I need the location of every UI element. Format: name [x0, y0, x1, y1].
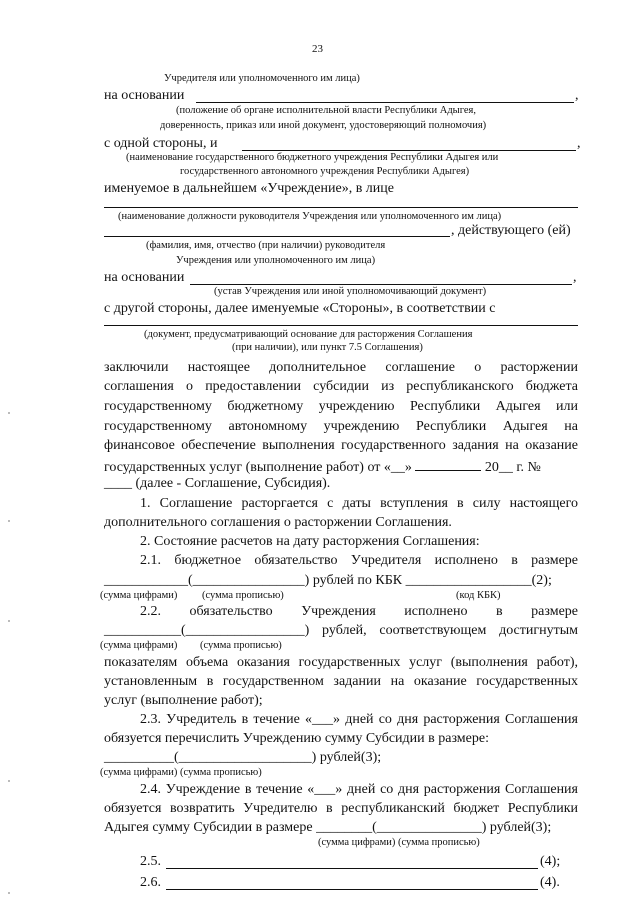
note-sum-digits-1: (сумма цифрами)	[100, 590, 178, 601]
basis-end-2: ,	[573, 270, 577, 285]
clause-2-1-line-1: 2.1. бюджетное обязательство Учредителя исполнено в размере	[140, 553, 578, 568]
clause-2-3-line-1: 2.3. Учредитель в течение «___» дней со дня расторжения Соглашения	[140, 712, 578, 727]
note-sum-words-2: (сумма прописью)	[200, 640, 282, 651]
note-doc-b: (при наличии), или пункт 7.5 Соглашения)	[232, 342, 423, 353]
note-doc-a: (документ, предусматривающий основание для расторжения Соглашения	[144, 329, 473, 340]
body-line: государственному автономному учреждению Республики Адыгея на	[104, 419, 578, 434]
scan-mark	[8, 412, 10, 414]
named-institution: именуемое в дальнейшем «Учреждение», в лице	[104, 181, 394, 196]
fio-blank[interactable]	[104, 236, 450, 237]
body-date-line	[104, 458, 541, 475]
clause-2-2-line-2: ___________(_________________) рублей, соответствующем достигнутым	[104, 623, 578, 638]
kbk-code-part: __________________(2);	[405, 573, 552, 588]
document-blank[interactable]	[104, 325, 578, 326]
clause-2-3-line-2: обязуется перечислить Учреждению сумму Субсидии в размере:	[104, 731, 489, 746]
body-date-prefix: государственных услуг (выполнение работ) от «__»	[104, 460, 416, 475]
note-fio-b: Учреждения или уполномоченного им лица)	[176, 255, 376, 266]
body-date-cont: ____ (далее - Соглашение, Субсидия).	[104, 476, 331, 491]
note-sum-4: (сумма цифрами) (сумма прописью)	[318, 837, 480, 848]
clause-2-6-blank[interactable]	[166, 889, 538, 890]
clause-2-2-line-1: 2.2. обязательство Учреждения исполнено в размере	[140, 604, 578, 619]
scan-mark	[8, 780, 10, 782]
note-charter: (устав Учреждения или иной уполномочивающий документ)	[214, 286, 487, 297]
clause-2-2-line-5: услуг (выполнение работ);	[104, 693, 263, 708]
note-basis-1b: доверенность, приказ или иной документ, удостоверяющий полномочия)	[160, 120, 487, 131]
clause-2-6-label: 2.6.	[140, 875, 161, 890]
body-line: финансовое обеспечение выполнения государственного задания на оказание	[104, 438, 578, 453]
clause-2-5-label: 2.5.	[140, 854, 161, 869]
founder-note-tail: Учредителя или уполномоченного им лица)	[164, 73, 360, 84]
clause-2: 2. Состояние расчетов на дату расторжения Соглашения:	[140, 534, 480, 549]
clause-2-1-line-2	[104, 574, 552, 588]
scan-mark	[8, 892, 10, 894]
body-line: государственному бюджетному учреждению Республики Адыгея или	[104, 399, 578, 414]
note-sum-words-1: (сумма прописью)	[202, 590, 284, 601]
one-side-blank[interactable]	[242, 150, 576, 151]
date-blank[interactable]	[415, 458, 481, 471]
clause-2-2-line-4: установленным в государственном задании на оказание государственных	[104, 674, 578, 689]
other-side-text: с другой стороны, далее именуемые «Стороны», в соответствии с	[104, 301, 496, 316]
basis-end-1: ,	[575, 88, 579, 103]
body-date-mid: 20__ г. №	[481, 460, 541, 475]
note-inst-b: государственного автономного учреждения Республики Адыгея)	[180, 166, 470, 177]
basis-label-2: на основании	[104, 270, 185, 285]
basis-blank-2[interactable]	[190, 284, 572, 285]
kbk-sum-part: ____________(________________) рублей по КБК	[104, 573, 406, 588]
acting-text: , действующего (ей)	[451, 223, 571, 238]
clause-2-5-blank[interactable]	[166, 868, 538, 869]
one-side-end: ,	[577, 136, 581, 151]
body-line: соглашения о предоставлении субсидии из республиканского бюджета	[104, 379, 578, 394]
clause-1-line-1: 1. Соглашение расторгается с даты вступления в силу настоящего	[140, 496, 578, 511]
note-basis-1a: (положение об органе исполнительной власти Республики Адыгея,	[176, 105, 476, 116]
clause-2-4-line-2: обязуется возвратить Учредителю в республиканский бюджет Республики	[104, 801, 578, 816]
scan-mark	[8, 520, 10, 522]
basis-label-1: на основании	[104, 88, 185, 103]
note-kbk: (код КБК)	[456, 590, 501, 601]
page-number: 23	[312, 43, 323, 55]
note-position: (наименование должности руководителя Учреждения или уполномоченного им лица)	[118, 211, 502, 222]
basis-blank-1[interactable]	[196, 102, 574, 103]
one-side-label: с одной стороны, и	[104, 136, 218, 151]
position-blank[interactable]	[104, 207, 578, 208]
clause-2-2-line-3: показателям объема оказания государственных услуг (выполнения работ),	[104, 655, 578, 670]
clause-2-6-end: (4).	[540, 875, 560, 890]
clause-2-4-line-3: Адыгея сумму Субсидии в размере ________(_______________) рублей(3);	[104, 820, 552, 835]
note-inst-a: (наименование государственного бюджетного учреждения Республики Адыгея или	[126, 152, 499, 163]
body-line: заключили настоящее дополнительное соглашение о расторжении	[104, 360, 578, 375]
clause-2-4-line-1: 2.4. Учреждение в течение «___» дней со дня расторжения Соглашения	[140, 782, 578, 797]
note-sum-digits-2: (сумма цифрами)	[100, 640, 178, 651]
clause-2-5-end: (4);	[540, 854, 561, 869]
clause-2-3-line-3: __________(___________________) рублей(3);	[104, 750, 382, 765]
scan-mark	[8, 620, 10, 622]
note-sum-3: (сумма цифрами) (сумма прописью)	[100, 767, 262, 778]
clause-1-line-2: дополнительного соглашения о расторжении Соглашения.	[104, 515, 452, 530]
note-fio-a: (фамилия, имя, отчество (при наличии) руководителя	[146, 240, 386, 251]
